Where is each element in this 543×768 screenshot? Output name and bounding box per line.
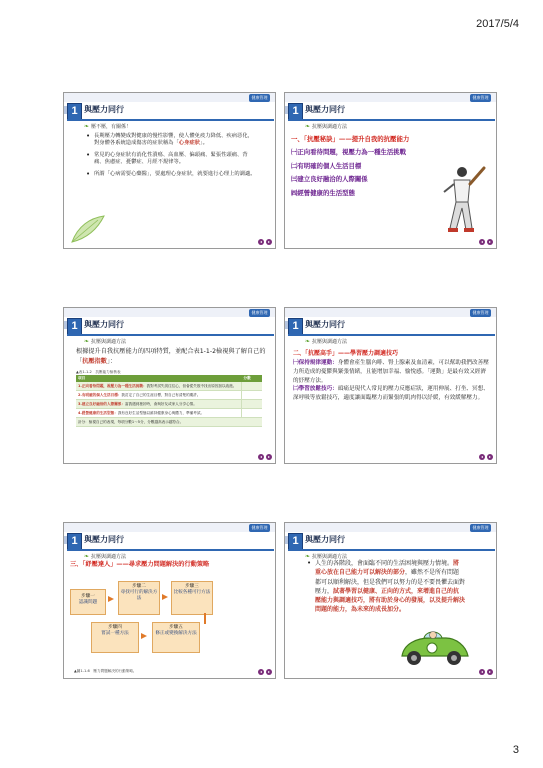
slide-top-band <box>285 93 496 102</box>
leaf-icon: ❧ <box>84 338 90 345</box>
table-row <box>76 409 262 418</box>
slide-1 <box>63 92 276 249</box>
unit-number: 1 <box>67 103 82 120</box>
bullet-highlight: 將重心放在自己能力可以解決的部分 <box>315 560 460 577</box>
bullet-text: ，雖然不是所有問題都可以順利解決，但是我們可以努力的是不要畏懼去面對壓力， <box>315 569 466 595</box>
technique-lead: ㈡學習放鬆技巧： <box>293 386 338 393</box>
table-cell <box>76 382 242 391</box>
step-value: 修正或變換解決方法 <box>155 631 197 637</box>
tip-item: ㈣經營健康的生活型態 <box>291 188 355 197</box>
technique-item <box>293 359 489 385</box>
leaf-icon: ❧ <box>305 553 311 560</box>
slide-top-band <box>64 93 275 102</box>
bullet-list <box>307 559 465 619</box>
slide-top-band <box>64 523 275 532</box>
next-slide-icon[interactable] <box>266 239 272 245</box>
bullet-text: 長期壓力轉變成對健康的慢性影響，使人體免疫力降低、疾病惡化，對身體各系統造成傷害的症狀稱為「 <box>94 133 253 147</box>
section-heading: 一、「抗壓秘訣」——提升自我的抗壓能力 <box>291 135 410 143</box>
slide-2 <box>284 92 497 249</box>
next-slide-icon[interactable] <box>487 454 493 460</box>
health-badge: 健康管理 <box>249 309 270 317</box>
slide-5 <box>63 522 276 679</box>
table-row <box>76 391 262 400</box>
subtitle-text: 抗壓與調適方法 <box>312 124 348 130</box>
row-text: 我訂定了自己的生涯目標，對自己有清楚的期許。 <box>121 392 201 397</box>
unit-number: 1 <box>67 533 82 550</box>
slide-top-band <box>285 523 496 532</box>
figure-caption: ▲圖1-1-6 壓力問題解決的行動策略。 <box>74 669 137 673</box>
title-underline <box>67 549 274 551</box>
tip-item: ㈠正向看待問題，視壓力為一種生活挑戰 <box>291 148 407 156</box>
prev-slide-icon[interactable] <box>258 454 264 460</box>
table-row <box>76 400 262 409</box>
intro-text: 根據提升自我抗壓能力的四項特質，並配合表1-1-2檢視與了解自己的「 <box>76 348 266 365</box>
chapter-title: 與壓力同行 <box>305 320 345 329</box>
table-row <box>76 382 262 391</box>
slide-top-band <box>285 308 496 317</box>
section-subtitle <box>84 553 126 560</box>
step-box-1 <box>70 589 106 615</box>
step-label: 步驟一 <box>81 594 95 599</box>
step-value: 比較各種可行方法 <box>173 590 211 596</box>
prev-slide-icon[interactable] <box>258 239 264 245</box>
prev-slide-icon[interactable] <box>258 669 264 675</box>
prev-slide-icon[interactable] <box>479 454 485 460</box>
tip-item: ㈢建立良好融洽的人際關係 <box>291 175 368 183</box>
bullet-item <box>307 559 465 615</box>
bullet-after: 」。 <box>199 140 208 147</box>
table-cell <box>76 391 242 400</box>
chapter-title: 與壓力同行 <box>84 320 124 329</box>
step-box-2 <box>118 581 160 615</box>
health-badge: 健康管理 <box>249 524 270 532</box>
chapter-title: 與壓力同行 <box>305 105 345 114</box>
slide-nav <box>479 669 493 675</box>
score-cell[interactable] <box>242 391 263 400</box>
step-label: 步驟二 <box>132 584 146 589</box>
slide-3 <box>63 307 276 464</box>
row-lead: 4.經營健康的生活型態： <box>78 410 118 415</box>
unit-number: 1 <box>67 318 82 335</box>
tip-item: ㈡有明確的個人生活目標 <box>291 161 362 170</box>
table-cell <box>76 409 242 418</box>
step-box-5 <box>152 622 200 653</box>
slide-4 <box>284 307 497 464</box>
step-label: 步驟五 <box>169 625 183 630</box>
next-slide-icon[interactable] <box>487 669 493 675</box>
table-footer: 計分：檢視自己的表現，每項分數1～5分，分數越高表示越符合。 <box>76 418 262 427</box>
unit-number: 1 <box>288 318 303 335</box>
table-header-row <box>76 375 262 382</box>
leaf-icon: ❧ <box>305 123 311 130</box>
table-cell <box>76 400 242 409</box>
row-lead: 2.有明確的個人生活目標： <box>78 392 122 397</box>
subtitle-text: 壓不壓，有關係！ <box>91 124 132 130</box>
intro-paragraph <box>76 347 266 366</box>
tips-list <box>291 146 406 200</box>
chapter-title: 與壓力同行 <box>305 535 345 544</box>
step-label: 步驟四 <box>108 625 122 630</box>
prev-slide-icon[interactable] <box>479 239 485 245</box>
section-subtitle <box>84 123 131 130</box>
subtitle-text: 抗壓與調適方法 <box>312 554 348 560</box>
flow-connector <box>204 613 206 624</box>
next-slide-icon[interactable] <box>487 239 493 245</box>
row-lead: 3.建立良好融洽的人際關係： <box>78 401 125 406</box>
chapter-title: 與壓力同行 <box>84 105 124 114</box>
row-text: 我對考試失誤往往心，但會從失敗中找出原因加以改進。 <box>146 383 237 388</box>
bullet-item <box>86 171 256 178</box>
technique-lead: ㈠保持規律運動： <box>293 360 338 366</box>
intro-after: 」： <box>106 357 117 365</box>
leaf-icon: ❧ <box>84 123 90 130</box>
bullet-item <box>86 152 256 167</box>
bullet-highlight: 心身症狀 <box>178 140 200 147</box>
row-lead: 1.正向看待問題，視壓力為一種生活挑戰： <box>78 383 147 388</box>
leaf-icon: ❧ <box>84 553 90 560</box>
title-underline <box>288 334 495 336</box>
row-text: 我有良好生活型態以維持健康身心與體力，準備考試。 <box>117 410 205 415</box>
bullet-text: 人生的各階段，會面臨不同的生活困境與壓力情境。 <box>315 560 454 567</box>
unit-number: 1 <box>288 533 303 550</box>
slide-nav <box>479 454 493 460</box>
flow-arrow-icon <box>162 594 168 600</box>
bullet-item <box>86 133 256 148</box>
step-box-3 <box>171 581 213 615</box>
technique-text: 頭痛是現代人常見的壓力反應症狀，運用伸展、打坐、冥想、深呼吸等放鬆技巧，適度讓面臨壓力而緊張的肌肉得以紓緩，有效緩解壓力。 <box>293 386 489 402</box>
health-badge: 健康管理 <box>470 309 491 317</box>
flow-arrow-icon <box>141 633 147 639</box>
print-date: 2017/5/4 <box>476 18 519 30</box>
health-badge: 健康管理 <box>249 94 270 102</box>
bullet-list <box>86 133 256 182</box>
bullet-text: 常見的心身症狀有消化性潰瘍、高血壓、偏頭痛、緊張性頭痛、背痛、焦慮症、憂鬱症、月經不規律等。 <box>94 151 248 166</box>
chapter-title: 與壓力同行 <box>84 535 124 544</box>
table-footer-row <box>76 418 262 427</box>
step-label: 步驟三 <box>185 584 199 589</box>
unit-number: 1 <box>288 103 303 120</box>
title-underline <box>67 119 274 121</box>
score-cell[interactable] <box>242 409 263 418</box>
table-caption: ▲表1-1-2 抗壓能力檢核表 <box>76 370 121 374</box>
column-header: 項目 <box>76 375 242 382</box>
subtitle-text: 抗壓與調適方法 <box>91 554 127 560</box>
title-underline <box>288 549 495 551</box>
step-box-4 <box>91 622 139 653</box>
subtitle-text: 抗壓與調適方法 <box>312 339 348 345</box>
row-text: 當我遇到挫折時，會與好友或家人分享心情。 <box>125 401 197 406</box>
score-cell[interactable] <box>242 382 263 391</box>
slide-nav <box>479 239 493 245</box>
bullet-text: 所謂「心病需要心藥醫」，要處理心身症狀，就要進行心理上的調適。 <box>94 170 256 177</box>
column-header: 分數 <box>242 375 263 382</box>
intro-highlight: 抗壓指數 <box>82 357 107 365</box>
section-subtitle <box>84 338 126 345</box>
subtitle-text: 抗壓與調適方法 <box>91 339 127 345</box>
section-heading: 三、「紓壓達人」——尋求壓力問題解決的行動策略 <box>70 561 210 568</box>
slide-nav <box>258 239 272 245</box>
health-badge: 健康管理 <box>470 524 491 532</box>
flow-arrow-icon <box>108 596 114 602</box>
bullet-highlight: 試著學習以健康、正向的方式，來增進自己的抗壓能力與調適技巧，將有助於身心的發展，以及提升解決問題的能力，為未來的成長加分。 <box>315 587 466 614</box>
step-value: 認識問題 <box>78 600 98 606</box>
step-value: 嘗試一種方法 <box>101 631 129 637</box>
score-cell[interactable] <box>242 400 263 409</box>
next-slide-icon[interactable] <box>266 454 272 460</box>
technique-paragraphs <box>293 359 489 403</box>
step-value: 尋找可行的解決方法 <box>120 590 158 602</box>
technique-text: 身體會產生腦內啡、腎上腺素及血清素，可以幫助我們改善壓力所造成的憂鬱與緊張情緒，且能增加幸福、愉悅感。「運動」是最有效又經濟的紓壓方法。 <box>293 360 489 384</box>
race-car-illustration <box>396 626 474 670</box>
health-badge: 健康管理 <box>470 94 491 102</box>
checklist-table <box>76 375 262 427</box>
baseball-player-illustration <box>432 162 488 236</box>
page-number: 3 <box>512 744 519 756</box>
title-underline <box>67 334 274 336</box>
section-heading: 二、「抗壓高手」——學習壓力調適技巧 <box>293 350 399 357</box>
technique-item <box>293 385 489 403</box>
slide-top-band <box>64 308 275 317</box>
next-slide-icon[interactable] <box>266 669 272 675</box>
section-subtitle <box>305 123 347 130</box>
slide-nav <box>258 454 272 460</box>
slide-6 <box>284 522 497 679</box>
slide-nav <box>258 669 272 675</box>
leaf-decoration-icon <box>68 212 108 246</box>
prev-slide-icon[interactable] <box>479 669 485 675</box>
section-subtitle <box>305 338 347 345</box>
leaf-icon: ❧ <box>305 338 311 345</box>
title-underline <box>288 119 495 121</box>
